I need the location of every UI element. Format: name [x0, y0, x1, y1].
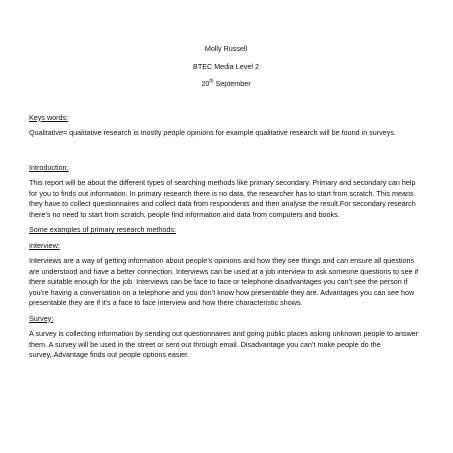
date-day: 20: [201, 79, 210, 88]
interview-heading: Interview:: [29, 240, 60, 250]
date-suffix: th: [209, 78, 214, 85]
course-title: BTEC Media Level 2: [193, 61, 259, 71]
interview-text: Interviews are a way of getting information about people’s opinions and how they see things and can ensure all questions are understood and have a better connection. Interviews can be used at a job interview to ask someone questions to see if there suitable enough for the job. Interviews can be face to face or telephone disadvantages you can’t see the person if you’re having a conversation on a telephone and you don’t know how presentable they are. Advantages you can see how presentable they are if it’s a face to face interview and how there characteristic shows.: [29, 256, 419, 307]
introduction-heading: Introduction:: [29, 162, 69, 172]
introduction-text: This report will be about the different types of searching methods like primary secondary. Primary and secondary can help for you to finds out information. In primary research there is no data, the researcher has to start from scratch. This means they have to collect questionnaires and collect data from respondents and then analyse the result.For secondary research there’s no need to start from scratch, people find information and data from computers and books.: [29, 178, 416, 219]
examples-heading: Some examples of primary research methods:: [29, 225, 177, 234]
keywords-heading: Keys words:: [29, 112, 69, 122]
document-date: [29, 79, 423, 90]
survey-text: A survey is collecting information by sending out questionnaires and going public places asking unknown people to answer them. A survey will be used in the street or sent out through email. Disadvantage you can’t make people do the survey,.Advantage finds out people options easier.: [29, 329, 419, 359]
author-name: Molly Russell: [204, 44, 248, 53]
keywords-text: Qualitative= qualitative research is mostly people opinions for example qualitative research will be found in surveys.: [29, 128, 396, 137]
date-month: September: [213, 79, 251, 88]
survey-heading: Survey:: [29, 313, 54, 323]
